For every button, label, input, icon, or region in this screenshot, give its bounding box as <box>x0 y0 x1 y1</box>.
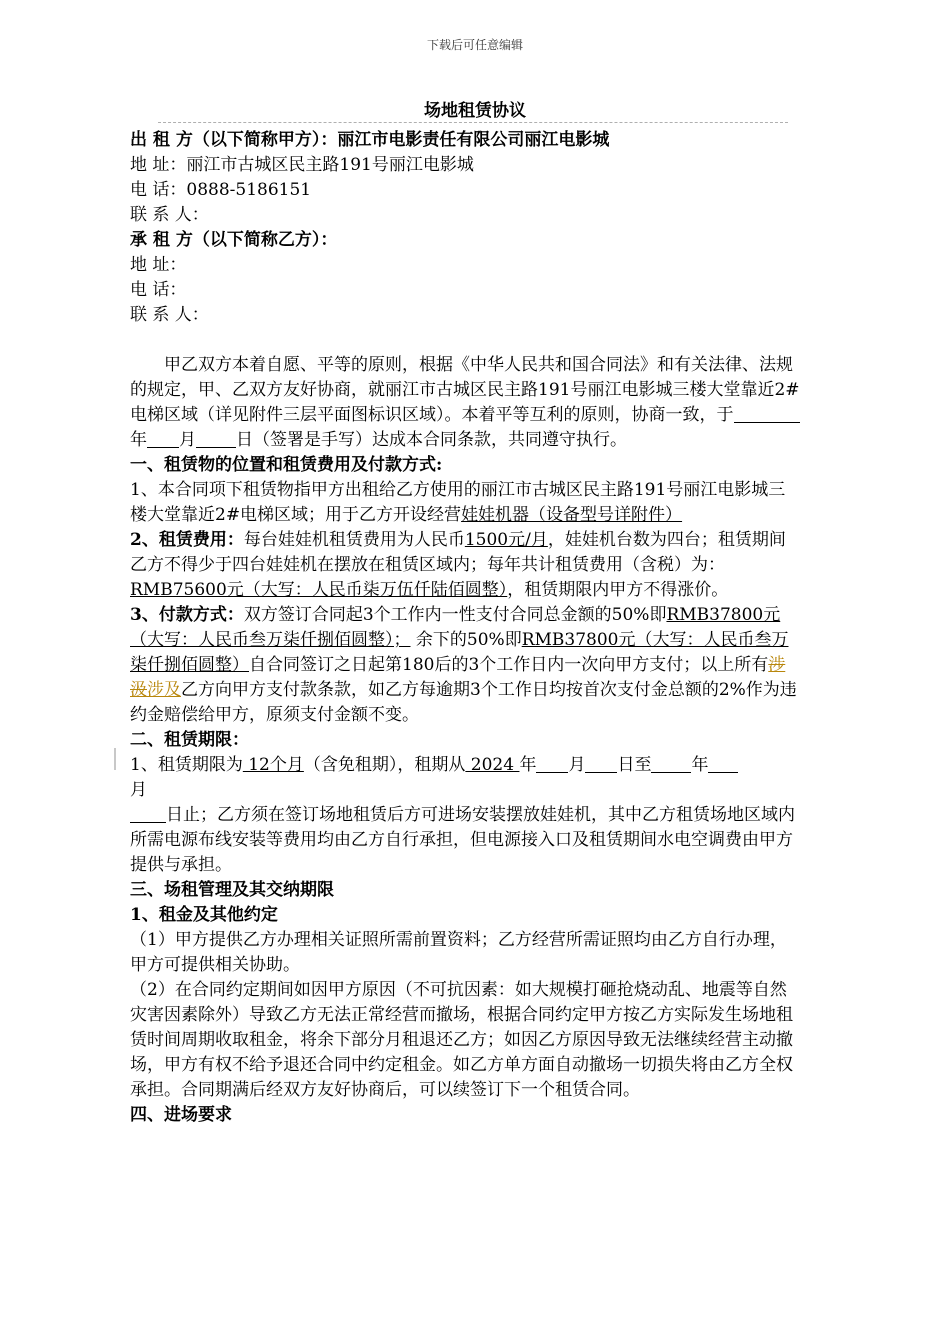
s2-a: 1、租赁期限为 <box>130 755 243 775</box>
monthly-fee: 1500元/月 <box>464 530 548 550</box>
section-3-heading: 三、场租管理及其交纳期限 <box>130 880 334 900</box>
s1-item-3-d: 乙方向甲方支付款条款，如乙方每逾期3个工作日均按首次支付金总额的2%作为违约金赔偿给甲方，原须支付金额不变。 <box>130 680 797 725</box>
tracked-deletion: 涉汲 <box>130 655 786 700</box>
year-label: 年 <box>130 430 147 450</box>
document-title: 场地租赁协议 <box>424 101 526 121</box>
s2-d: 月 <box>568 755 586 775</box>
s1-item-3-a: 双方签订合同起3个工作内一性支付合同总金额的50%即 <box>243 605 667 625</box>
tracked-insertion: 涉及 <box>147 680 181 700</box>
s3-subheading: 1、租金及其他约定 <box>130 905 278 925</box>
s1-item-2-b: ，娃娃机台数为四台；租赁期间乙方不得少于四台娃娃机在摆放在租赁区域内；每年共计租赁费用（含税）为： <box>130 530 786 575</box>
month-label: 月 <box>179 430 196 450</box>
header-note: 下载后可任意编辑 <box>426 38 523 52</box>
s2-e: 日至 <box>617 755 652 775</box>
s2-h: 日止；乙方须在签订场地租赁后方可进场安装摆放娃娃机，其中乙方租赁场地区域内所需电源布线安装等费用均由乙方自行承担，但电源接入口及租赁期间水电空调费由甲方提供与承担。 <box>130 805 795 875</box>
end-day-blank[interactable] <box>130 804 166 823</box>
preamble-end: 日（签署是手写）达成本合同条款，共同遵守执行。 <box>236 430 627 450</box>
s2-g: 月 <box>130 780 147 800</box>
lessee-label: 承 租 方（以下简称乙方）： <box>130 230 338 250</box>
s1-item-3-label: 3、付款方式： <box>130 605 244 625</box>
lessor-label: 出 租 方（以下简称甲方）： <box>130 130 338 150</box>
section-1-heading: 一、租赁物的位置和租赁费用及付款方式: <box>130 455 443 475</box>
s3-item-1: （1）甲方提供乙方办理相关证照所需前置资料；乙方经营所需证照均由乙方自行办理，甲方可提供相关协助。 <box>130 930 787 975</box>
s2-item-1 <box>130 753 802 803</box>
second-payment: RMB37800元（大写：人民币叁万柒仟捌佰圆整） <box>130 630 789 675</box>
s1-item-3-c: 自合同签订之日起第180后的3个工作日内一次向甲方支付；以上所有 <box>249 655 769 675</box>
first-payment: RMB37800元（大写：人民币叁万柒仟捌佰圆整）； <box>130 605 781 650</box>
lessee-address: 地 址： <box>130 255 187 275</box>
lessee-contact: 联 系 人： <box>130 305 209 325</box>
s1-item-3-b: 余下的50%即 <box>410 630 522 650</box>
preamble-paragraph <box>130 353 802 453</box>
start-month-blank[interactable] <box>536 754 568 773</box>
s1-item-3 <box>130 603 802 728</box>
month-blank[interactable] <box>147 429 179 448</box>
lessor-line <box>130 128 802 153</box>
revision-margin-bar <box>114 748 116 770</box>
s3-item-2: （2）在合同约定期间如因甲方原因（不可抗因素：如大规模打砸抢烧动乱、地震等自然灾害因素除外）导致乙方无法正常经营而撤场，根据合同约定甲方按乙方实际发生场地租赁时间周期收取租金，将余下部分月租退还乙方；如因乙方原因导致无法继续经营主动撤场，甲方有权不给予退还合同中约定租金。如乙方单方面自动撤场一切损失将由乙方全权承担。合同期满后经双方友好协商后，可以续签订下一个租赁合同。 <box>130 980 793 1100</box>
end-month-blank[interactable] <box>708 754 738 773</box>
day-blank[interactable] <box>196 429 236 448</box>
section-4-heading: 四、进场要求 <box>130 1105 232 1125</box>
s1-item-2 <box>130 528 802 603</box>
lessor-phone: 电 话：0888-5186151 <box>130 180 312 200</box>
lessor-name: 丽江市电影责任有限公司丽江电影城 <box>337 130 610 150</box>
annual-total: RMB75600元（大写：人民币柒万伍仟陆佰圆整） <box>130 580 508 600</box>
s1-item-1 <box>130 478 802 528</box>
spacer <box>130 328 802 353</box>
s2-item-1-cont <box>130 803 802 878</box>
s1-item-2-label: 2、租赁费用： <box>130 530 244 550</box>
s2-b: （含免租期），租期从 <box>303 755 466 775</box>
lease-months: 12个月 <box>242 755 304 775</box>
start-year: 2024 <box>465 755 520 775</box>
document-body <box>130 128 802 1128</box>
lessor-contact: 联 系 人： <box>130 205 209 225</box>
preamble-text: 甲乙双方本着自愿、平等的原则，根据《中华人民共和国合同法》和有关法律、法规的规定，甲、乙双方友好协商，就丽江市古城区民主路191号丽江电影城三楼大堂靠近2#电梯区域（详见附件三层平面图标识区域）。本着平等互利的原则，协商一致，于 <box>130 355 800 425</box>
end-year-blank[interactable] <box>651 754 691 773</box>
lessor-address: 地 址：丽江市古城区民主路191号丽江电影城 <box>130 155 474 175</box>
s2-c: 年 <box>519 755 537 775</box>
year-blank[interactable] <box>734 404 800 423</box>
header-divider <box>158 122 788 123</box>
s1-item-2-c: ，租赁期限内甲方不得涨价。 <box>507 580 729 600</box>
s1-item-2-a: 每台娃娃机租赁费用为人民币 <box>243 530 465 550</box>
start-day-blank[interactable] <box>585 754 617 773</box>
lessee-phone: 电 话： <box>130 280 187 300</box>
s1-item-1-text: 1、本合同项下租赁物指甲方出租给乙方使用的丽江市古城区民主路191号丽江电影城三楼大堂靠近2#电梯区域；用于乙方开设经营 <box>130 480 786 525</box>
s2-f: 年 <box>691 755 709 775</box>
s1-item-1-device: 娃娃机器（设备型号详附件） <box>461 505 683 525</box>
section-2-heading: 二、租赁期限： <box>130 730 249 750</box>
